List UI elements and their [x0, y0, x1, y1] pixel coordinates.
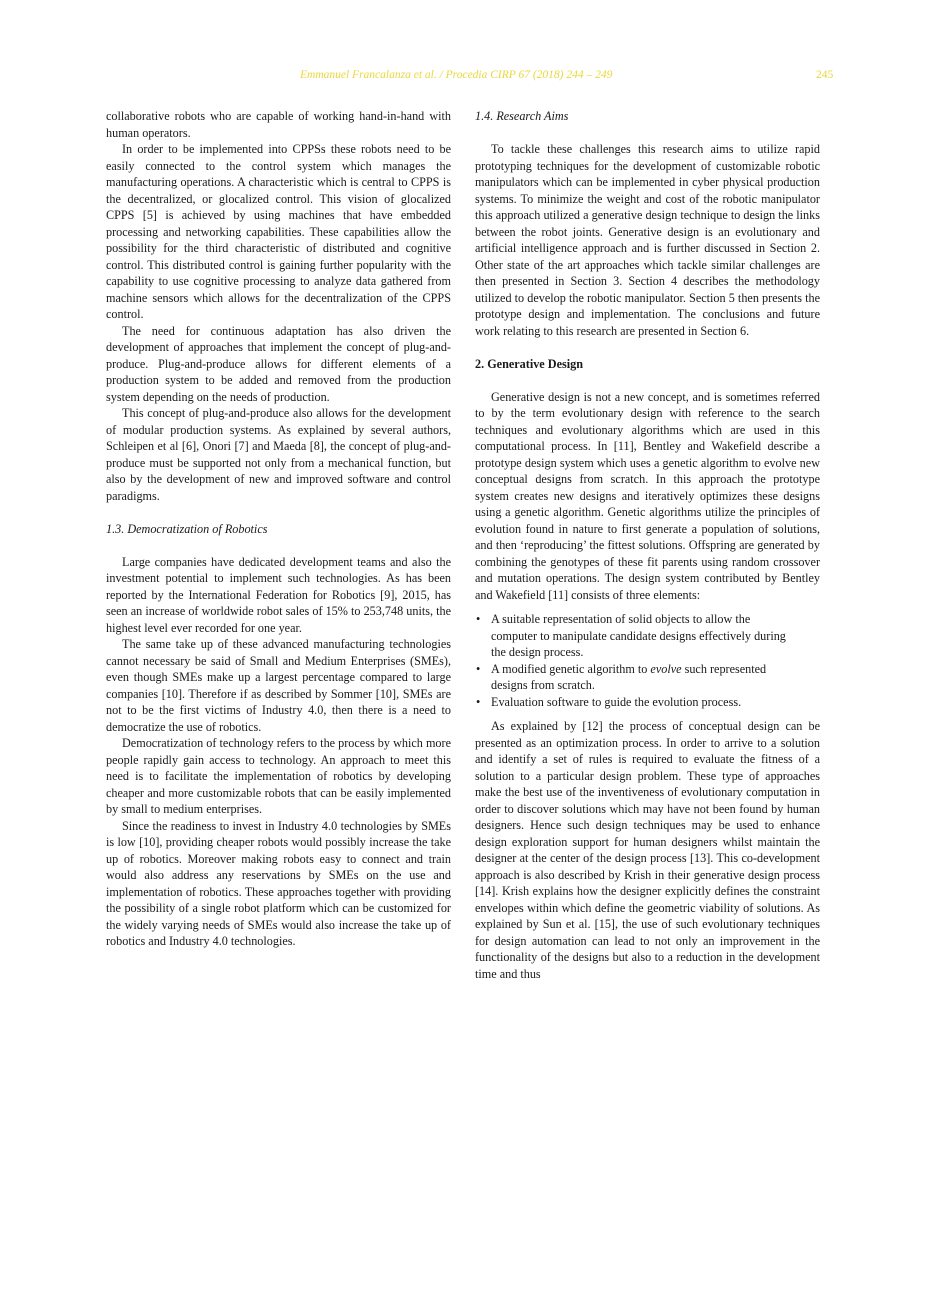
- running-header-citation: Emmanuel Francalanza et al. / Procedia CIRP 67 (2018) 244 – 249: [300, 69, 613, 81]
- paragraph: collaborative robots who are capable of working hand-in-hand with human operators.: [106, 109, 451, 140]
- paragraph: In order to be implemented into CPPSs these robots need to be easily connected to the control system which manages the manufacturing operations. A characteristic which is central to CPPS is the decentralized, or glocalized control. This vision of glocalized CPPS [5] is achieved by using machines that have embedded processing and networking capabilities. These capabilities allow the possibility for the third characteristic of distributed and cognitive control. This distributed control is gaining further popularity with the capability to use cognitive processing to analyze data gathered from machine sensors which allows for the decentralization of the CPPS control.: [106, 142, 451, 321]
- list-item: • Evaluation software to guide the evolution process.: [475, 694, 820, 711]
- list-item: • A suitable representation of solid objects to allow the computer to manipulate candidate designs effectively during the design process.: [475, 611, 820, 661]
- section-heading-2: 2. Generative Design: [475, 356, 583, 371]
- paragraph: Since the readiness to invest in Industry 4.0 technologies by SMEs is low [10], providing cheaper robots would possibly increase the take up of robotics. Moreover making robots easy to connect and train would also address any reservations by SMEs on the use and implementation of robotics. These approaches together with providing the possibility of a single robot platform which can be customized for the widely varying needs of SMEs would also increase the take up of robotics and Industry 4.0 technologies.: [106, 818, 451, 948]
- paragraph: As explained by [12] the process of conceptual design can be presented as an optimization process. In order to arrive to a solution and identify a set of rules is required to evaluate the fitness of a solution to a particular design problem. These type of approaches make the best use of the inventiveness of evolutionary computation in order to discover solutions which may have not been found by human designers. Hence such design techniques may be used to enhance design exploration support for human designers whilst maintain the designer at the center of the design process [13]. This co-development approach is also described by Krish in their generative design process [14]. Krish explains how the designer explicitly defines the constraint envelopes within which define the geometric viability of solutions. As explained by Sun et al. [15], the use of such evolutionary techniques for design automation can lead to not only an improvement in the functionality of the designs but also to a reduction in the development time and thus: [475, 719, 820, 981]
- paragraph: To tackle these challenges this research aims to utilize rapid prototyping techniques for the development of customizable robotic manipulators which can be implemented in cyber physical production systems. To minimize the weight and cost of the robotic manipulator this approach utilized a generative design technique to design the links between the robot joints. Generative design is an evolutionary and artificial intelligence approach and is further discussed in Section 2. Other state of the art approaches which tackle similar challenges are then presented in Section 3. Section 4 describes the methodology utilized to develop the robotic manipulator. Section 5 then presents the prototype design and implementation. The conclusions and future work relating to this research are presented in Section 6.: [475, 142, 820, 338]
- paragraph: The need for continuous adaptation has also driven the development of approaches that implement the concept of plug-and-produce. Plug-and-produce allows for different elements of a production system to be added and removed from the production system depending on the needs of production.: [106, 323, 451, 404]
- right-column: [475, 108, 820, 982]
- bullet-list: [475, 611, 820, 710]
- section-heading-1-3: 1.3. Democratization of Robotics: [106, 521, 268, 536]
- list-item: [475, 661, 820, 694]
- paragraph: The same take up of these advanced manufacturing technologies cannot necessary be said of Small and Medium Enterprises (SMEs), even though SMEs make up a largest percentage compared to large companies [10]. Therefore if as described by Sommer [10], SMEs are not to be the first victims of Industry 4.0, then there is a need to democratize the use of robotics.: [106, 637, 451, 734]
- paragraph: Generative design is not a new concept, and is sometimes referred to by the term evolutionary design with reference to the search techniques and evolutionary algorithms which are used in this computational process. In [11], Bentley and Wakefield describe a prototype design system which uses a genetic algorithm to evolve new conceptual designs from scratch. In this approach the prototype system creates new designs and iteratively optimizes these designs using a genetic algorithm. Genetic algorithms utilize the principles of evolution found in nature to first generate a population of solutions, and then ‘reproducing’ the fittest solutions. Offspring are generated by combining the genotypes of these fit parents using random crossover and mutation operations. The design system contributed by Bentley and Wakefield [11] consists of three elements:: [475, 389, 820, 602]
- paragraph: Democratization of technology refers to the process by which more people rapidly gain access to technology. An approach to meet this need is to facilitate the implementation of robotics by developing cheaper and more customizable robots that can be easily implemented by small to medium enterprises.: [106, 736, 451, 816]
- left-column: [106, 108, 451, 950]
- page-number: 245: [816, 69, 834, 81]
- paragraph: Large companies have dedicated development teams and also the investment potential to implement such technologies. As has been reported by the International Federation for Robotics [9], 2015, has seen an increase of worldwide robot sales of 15% to 253,748 units, the highest level ever recorded for one year.: [106, 554, 451, 635]
- emphasis: evolve: [650, 661, 682, 676]
- list-item-text: such represented designs from scratch.: [491, 661, 767, 692]
- list-item-text: A modified genetic algorithm to: [491, 661, 651, 676]
- section-heading-1-4: 1.4. Research Aims: [475, 109, 569, 123]
- paragraph: This concept of plug-and-produce also allows for the development of modular production systems. As explained by several authors, Schleipen et al [6], Onori [7] and Maeda [8], the concept of plug-and-produce must be supported not only from a mechanical function, but also by the development of new and improved software and control paradigms.: [106, 406, 451, 503]
